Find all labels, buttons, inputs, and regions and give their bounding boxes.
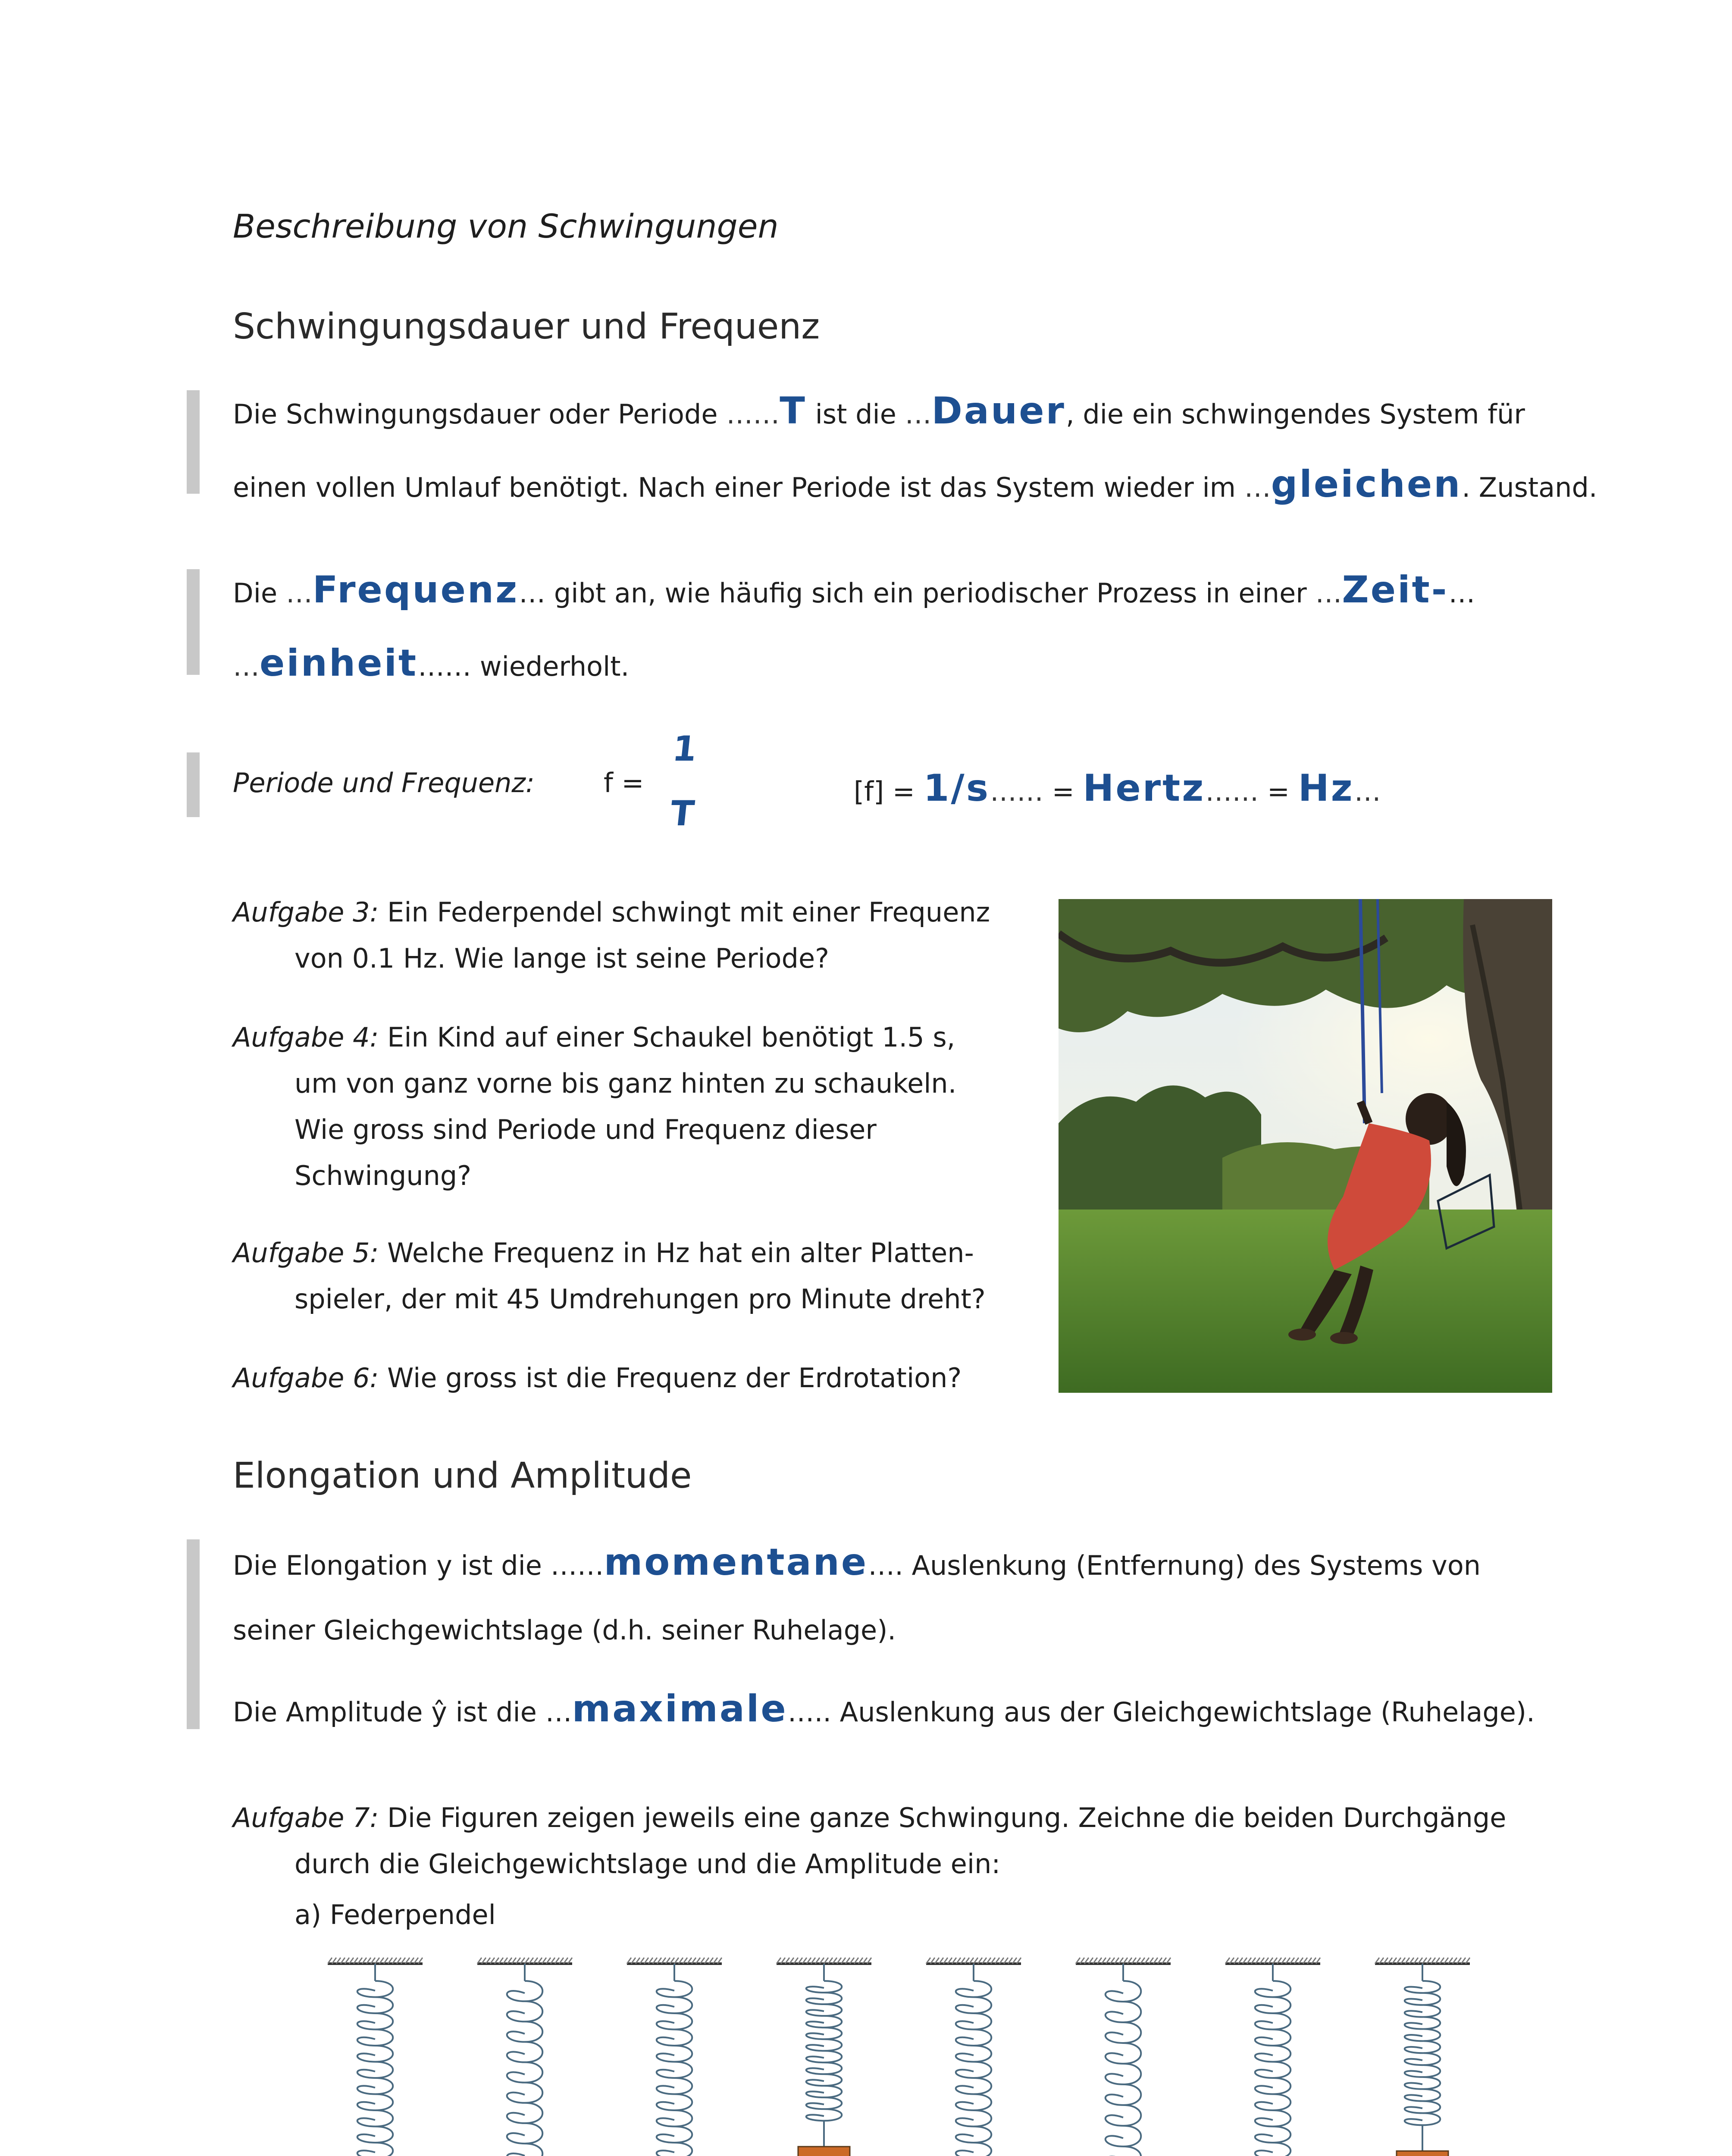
spring-pendulum bbox=[1375, 1958, 1470, 2156]
exercise-6: Aufgabe 6: Wie gross ist die Frequenz der Erdrotation? bbox=[233, 1362, 962, 1394]
spring-coil bbox=[806, 1981, 842, 2121]
margin-bar bbox=[187, 1539, 200, 1729]
handwritten-answer-gleichen: gleichen bbox=[1271, 463, 1462, 506]
exercise-7: Aufgabe 7: Die Figuren zeigen jeweils eine ganze Schwingung. Zeichne die beiden Durchgänge bbox=[233, 1802, 1506, 1833]
spring-pendulum bbox=[627, 1958, 722, 2156]
handwritten-hertz: Hertz bbox=[1083, 767, 1206, 810]
spring-pendulum bbox=[328, 1958, 423, 2156]
margin-bar bbox=[187, 752, 200, 817]
handwritten-answer-zeit: Zeit- bbox=[1342, 568, 1449, 611]
exercise-7-sub-a: a) Federpendel bbox=[294, 1899, 496, 1930]
swing-photo bbox=[1059, 899, 1552, 1393]
handwritten-denominator: T bbox=[668, 793, 698, 834]
spring-coil bbox=[357, 1981, 393, 2156]
margin-bar bbox=[187, 390, 200, 494]
section-heading-elongation: Elongation und Amplitude bbox=[233, 1455, 692, 1496]
elongation-definition-line1: Die Elongation y ist die ……momentane…. Auslenkung (Entfernung) des Systems von bbox=[233, 1541, 1481, 1584]
spring-pendulum bbox=[1225, 1958, 1320, 2156]
handwritten-answer-einheit: einheit bbox=[260, 642, 418, 685]
spring-pendulum bbox=[777, 1958, 871, 2156]
swing-photo-illustration bbox=[1059, 899, 1552, 1393]
exercise-5-line2: spieler, der mit 45 Umdrehungen pro Minute dreht? bbox=[294, 1283, 986, 1315]
exercise-4-line4: Schwingung? bbox=[294, 1160, 472, 1191]
spring-pendulum-figures bbox=[328, 1953, 1518, 2156]
handwritten-answer-T: T bbox=[780, 389, 807, 432]
unit-formula: [f] = 1/s…… = Hertz…… = Hz… bbox=[854, 767, 1381, 810]
spring-coil bbox=[956, 1981, 992, 2156]
exercise-4-line2: um von ganz vorne bis ganz hinten zu schaukeln. bbox=[294, 1068, 957, 1099]
spring-coil bbox=[657, 1981, 692, 2156]
spring-coil bbox=[1255, 1981, 1291, 2156]
handwritten-unit-per-second: 1/s bbox=[923, 767, 990, 810]
handwritten-hz: Hz bbox=[1298, 767, 1354, 810]
spring-pendulum bbox=[477, 1958, 572, 2156]
handwritten-answer-frequenz: Frequenz bbox=[312, 568, 519, 611]
handwritten-answer-dauer: Dauer bbox=[931, 389, 1066, 432]
elongation-definition-line2: seiner Gleichgewichtslage (d.h. seiner Ruhelage). bbox=[233, 1614, 896, 1646]
exercise-4: Aufgabe 4: Ein Kind auf einer Schaukel benötigt 1.5 s, bbox=[233, 1022, 955, 1053]
margin-bar bbox=[187, 569, 200, 675]
spring-pendulum bbox=[1076, 1958, 1171, 2156]
handwritten-answer-maximale: maximale bbox=[572, 1687, 788, 1730]
formula-f-equals: f = bbox=[604, 767, 644, 799]
amplitude-definition: Die Amplitude ŷ ist die …maximale….. Auslenkung aus der Gleichgewichtslage (Ruhelage). bbox=[233, 1687, 1535, 1730]
section-heading-period: Schwingungsdauer und Frequenz bbox=[233, 306, 820, 347]
page-title: Beschreibung von Schwingungen bbox=[233, 207, 779, 245]
spring-coil bbox=[1405, 1981, 1441, 2125]
exercise-3: Aufgabe 3: Ein Federpendel schwingt mit einer Frequenz bbox=[233, 896, 990, 928]
definition-period-line2: einen vollen Umlauf benötigt. Nach einer Periode ist das System wieder im …gleichen. Zustand. bbox=[233, 463, 1597, 506]
spring-coil bbox=[507, 1981, 543, 2156]
exercise-4-line3: Wie gross sind Periode und Frequenz dieser bbox=[294, 1114, 877, 1145]
exercise-7-line2: durch die Gleichgewichtslage und die Amplitude ein: bbox=[294, 1848, 1001, 1880]
spring-mass bbox=[798, 2147, 850, 2156]
definition-period-line1: Die Schwingungsdauer oder Periode ……T ist die …Dauer, die ein schwingendes System für bbox=[233, 389, 1525, 432]
spring-mass bbox=[1397, 2151, 1448, 2156]
formula-label: Periode und Frequenz: bbox=[233, 767, 535, 799]
exercise-5: Aufgabe 5: Welche Frequenz in Hz hat ein alter Platten- bbox=[233, 1237, 974, 1269]
handwritten-answer-momentane: momentane bbox=[604, 1541, 868, 1584]
handwritten-numerator: 1 bbox=[670, 729, 701, 769]
definition-frequency-line2: …einheit…… wiederholt. bbox=[233, 642, 630, 685]
definition-frequency-line1: Die …Frequenz… gibt an, wie häufig sich ein periodischer Prozess in einer …Zeit-… bbox=[233, 568, 1475, 611]
spring-pendulum bbox=[926, 1958, 1021, 2156]
exercise-3-line2: von 0.1 Hz. Wie lange ist seine Periode? bbox=[294, 943, 829, 974]
spring-coil bbox=[1106, 1981, 1141, 2156]
